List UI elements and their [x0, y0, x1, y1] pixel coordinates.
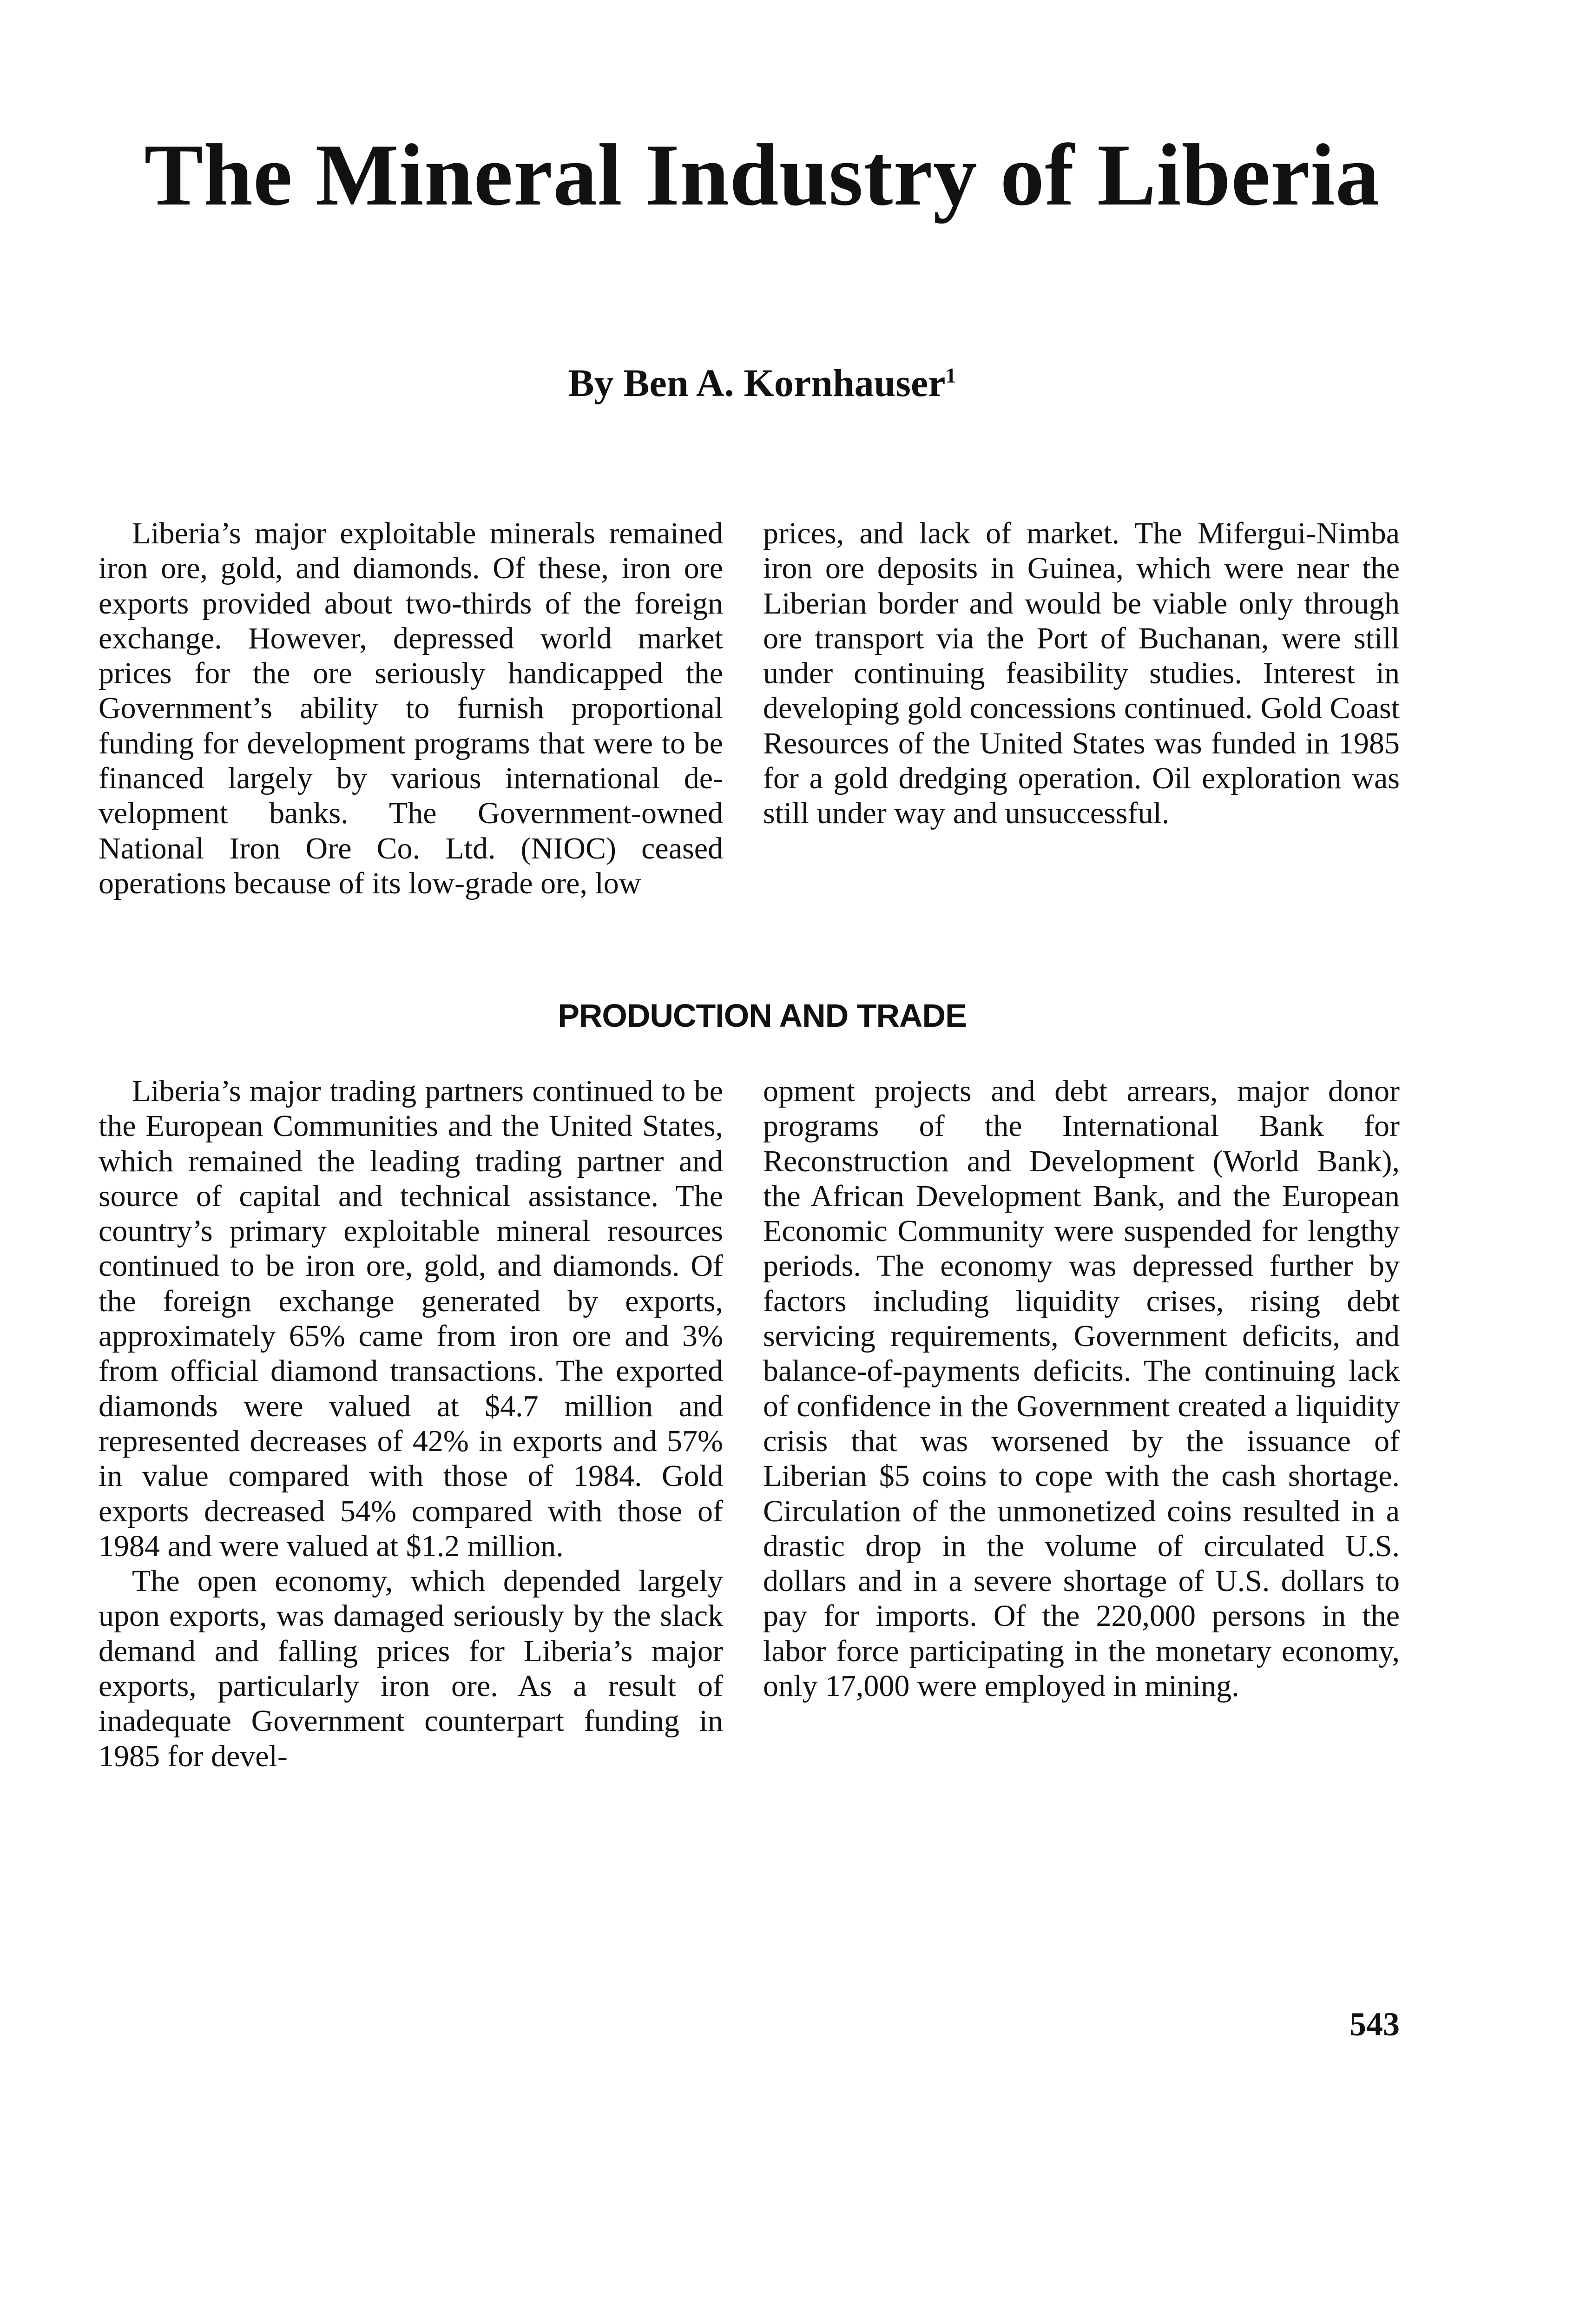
author-name: By Ben A. Kornhauser — [568, 362, 946, 405]
body-paragraph-continued: opment projects and debt arrears, major donor programs of the International Bank for Reconstruction and Development (World Bank), the African Development Bank, and the European Economic Community were suspended for lengthy periods. The economy was depressed further by factors including liquidity crises, rising debt servicing requirements, Government deficits, and balance-of-payments deficits. The continuing lack of confidence in the Government created a liquidity crisis that was worsened by the issuance of Liberian $5 coins to cope with the cash shortage. Circulation of the unmonetized coins resulted in a drastic drop in the volume of circulated U.S. dollars and in a severe shortage of U.S. dollars to pay for imports. Of the 220,000 persons in the labor force participating in the monetary economy, only 17,000 were employed in mining. — [763, 1074, 1400, 1703]
article-title: The Mineral Industry of Liberia — [144, 126, 1380, 224]
page-number: 543 — [1349, 2006, 1400, 2043]
footnote-marker: 1 — [945, 363, 956, 387]
intro-paragraph-continued: prices, and lack of market. The Mifergui-Nimba iron ore deposits in Guinea, which were near the Liberian border and would be viable only through ore transport via the Port of Buchanan, were still under continuing feasibility studies. Interest in developing gold concessions continued. Gold Coast Resources of the United States was funded in 1985 for a gold dredging operation. Oil exploration was still under way and unsuccessful. — [763, 516, 1400, 831]
intro-paragraph: Liberia’s major exploitable minerals remained iron ore, gold, and diamonds. Of these, iron ore exports provided about two-thirds of the foreign exchange. However, depressed world market prices for the ore seriously handicapped the Government’s ability to furnish proportional funding for development programs that were to be financed largely by various international development banks. The Government-owned National Iron Ore Co. Ltd. (NIOC) ceased operations because of its low-grade ore, low — [99, 516, 723, 900]
body-left-column — [99, 1074, 723, 1774]
intro-right-column — [763, 516, 1400, 831]
body-paragraph-1: Liberia’s major trading partners continued to be the European Communities and the United States, which remained the leading trading partner and source of capital and technical assistance. The country’s primary exploitable mineral resources continued to be iron ore, gold, and diamonds. Of the foreign exchange generated by exports, approximately 65% came from iron ore and 3% from official diamond transactions. The exported diamonds were valued at $4.7 million and represented decreases of 42% in exports and 57% in value compared with those of 1984. Gold exports decreased 54% compared with those of 1984 and were valued at $1.2 million. — [99, 1074, 723, 1563]
author-byline — [139, 358, 1385, 409]
section-heading: PRODUCTION AND TRADE — [558, 997, 967, 1034]
body-paragraph-2: The open economy, which depended largely upon exports, was damaged seriously by the slack demand and falling prices for Liberia’s major exports, particularly iron ore. As a result of inadequate Government counterpart funding in 1985 for devel- — [99, 1564, 723, 1773]
intro-left-column — [99, 516, 723, 901]
body-right-column — [763, 1074, 1400, 1703]
